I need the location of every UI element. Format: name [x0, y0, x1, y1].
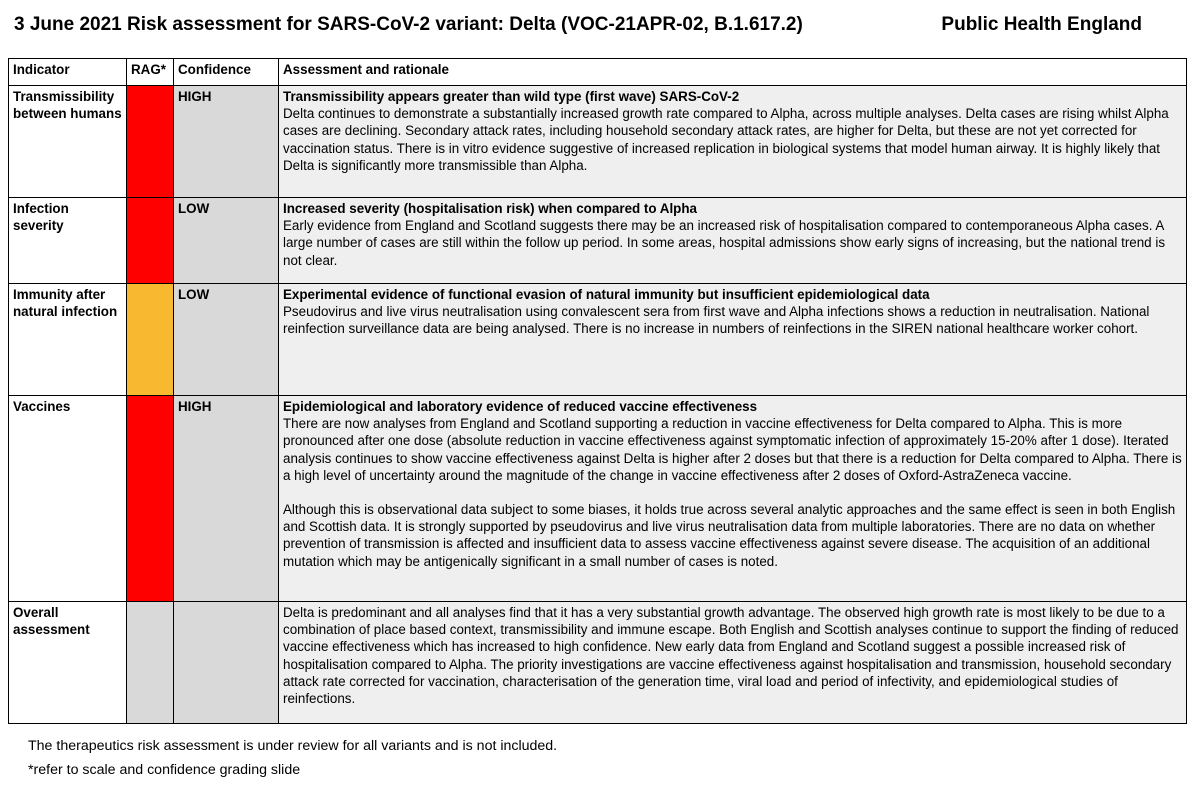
rationale-cell [279, 396, 1187, 602]
header-confidence: Confidence [174, 59, 279, 86]
rag-cell-red [127, 396, 174, 602]
rationale-heading: Transmissibility appears greater than wild type (first wave) SARS-CoV-2 [283, 89, 740, 104]
indicator-cell: Transmissibility between humans [9, 86, 127, 198]
footnote-rag-scale: *refer to scale and confidence grading slide [28, 762, 301, 778]
rationale-body: Delta is predominant and all analyses find that it has a very substantial growth advantage. The observed high growth rate is most likely to be due to a combination of place based context, transmissibility and immune escape. Both English and Scottish analyses continue to support the finding of reduced vaccine effectiveness which has increased to high confidence. New early data from England and Scotland suggest a possible increased risk of hospitalisation compared to Alpha. The priority investigations are vaccine effectiveness against hospitalisation and transmission, household secondary attack rate corrected for vaccination, characterisation of the generation time, viral load and period of infectivity, and epidemiological studies of reinfections. [283, 605, 1179, 707]
table-row [9, 86, 1187, 198]
title-bar [14, 14, 1160, 36]
indicator-cell: Overall assessment [9, 602, 127, 724]
confidence-cell [174, 602, 279, 724]
rationale-cell [279, 602, 1187, 724]
table-header-row [9, 59, 1187, 86]
rationale-heading: Increased severity (hospitalisation risk) when compared to Alpha [283, 201, 697, 216]
confidence-cell: HIGH [174, 86, 279, 198]
rationale-cell [279, 198, 1187, 284]
rag-cell-red [127, 198, 174, 284]
rationale-body: There are now analyses from England and Scotland supporting a reduction in vaccine effectiveness for Delta compared to Alpha. This is more pronounced after one dose (absolute reduction in vaccine effectiveness against symptomatic infection of approximately 15-20% after 1 dose). Iterated analysis continues to show vaccine effectiveness against Delta is higher after 2 doses but that there is a reduction for Delta compared to Alpha. There is a high level of uncertainty around the magnitude of the change in vaccine effectiveness after 2 doses of Oxford-AstraZeneca vaccine. [283, 416, 1182, 483]
rationale-heading: Epidemiological and laboratory evidence of reduced vaccine effectiveness [283, 399, 758, 414]
rationale-body: Delta continues to demonstrate a substantially increased growth rate compared to Alpha, across multiple analyses. Delta cases are rising whilst Alpha cases are declining. Secondary attack rates, including household secondary attack rates, are higher for Delta, but these are not yet corrected for vaccination status. There is in vitro evidence suggestive of increased replication in biological systems that model human airway. It is highly likely that Delta is significantly more transmissible than Alpha. [283, 106, 1169, 173]
rag-cell-amber [127, 284, 174, 396]
footnote-therapeutics: The therapeutics risk assessment is under review for all variants and is not included. [28, 738, 558, 754]
rag-cell-grey [127, 602, 174, 724]
rationale-cell [279, 284, 1187, 396]
confidence-cell: LOW [174, 284, 279, 396]
rationale-body: Early evidence from England and Scotland suggests there may be an increased risk of hospitalisation compared to contemporaneous Alpha cases. A large number of cases are still within the follow up period. In some areas, hospital admissions show early signs of increasing, but the national trend is not clear. [283, 218, 1166, 268]
risk-assessment-table [8, 58, 1187, 724]
rationale-cell [279, 86, 1187, 198]
indicator-cell: Immunity after natural infection [9, 284, 127, 396]
rationale-heading: Experimental evidence of functional evasion of natural immunity but insufficient epidemiological data [283, 287, 930, 302]
table-row [9, 602, 1187, 724]
table-row [9, 198, 1187, 284]
indicator-cell: Infection severity [9, 198, 127, 284]
rationale-body: Pseudovirus and live virus neutralisation using convalescent sera from first wave and Alpha infections shows a reduction in neutralisation. National reinfection surveillance data are being analysed. There is no increase in numbers of reinfections in the SIREN national healthcare worker cohort. [283, 304, 1150, 337]
header-indicator: Indicator [9, 59, 127, 86]
indicator-cell: Vaccines [9, 396, 127, 602]
confidence-cell: LOW [174, 198, 279, 284]
confidence-cell: HIGH [174, 396, 279, 602]
header-assessment: Assessment and rationale [279, 59, 1187, 86]
header-rag: RAG* [127, 59, 174, 86]
table-row [9, 396, 1187, 602]
table-row [9, 284, 1187, 396]
organisation-name: Public Health England [941, 14, 1142, 35]
rag-cell-red [127, 86, 174, 198]
rationale-body-2: Although this is observational data subject to some biases, it holds true across several analytic approaches and the same effect is seen in both English and Scottish data. It is strongly supported by pseudovirus and live virus neutralisation data from multiple laboratories. There are no data on whether prevention of transmission is affected and insufficient data to assess vaccine effectiveness against severe disease. The acquisition of an additional mutation which may be antigenically significant in a small number of cases is noted. [283, 502, 1176, 569]
page-title: 3 June 2021 Risk assessment for SARS-CoV-2 variant: Delta (VOC-21APR-02, B.1.617.2) [14, 14, 803, 35]
